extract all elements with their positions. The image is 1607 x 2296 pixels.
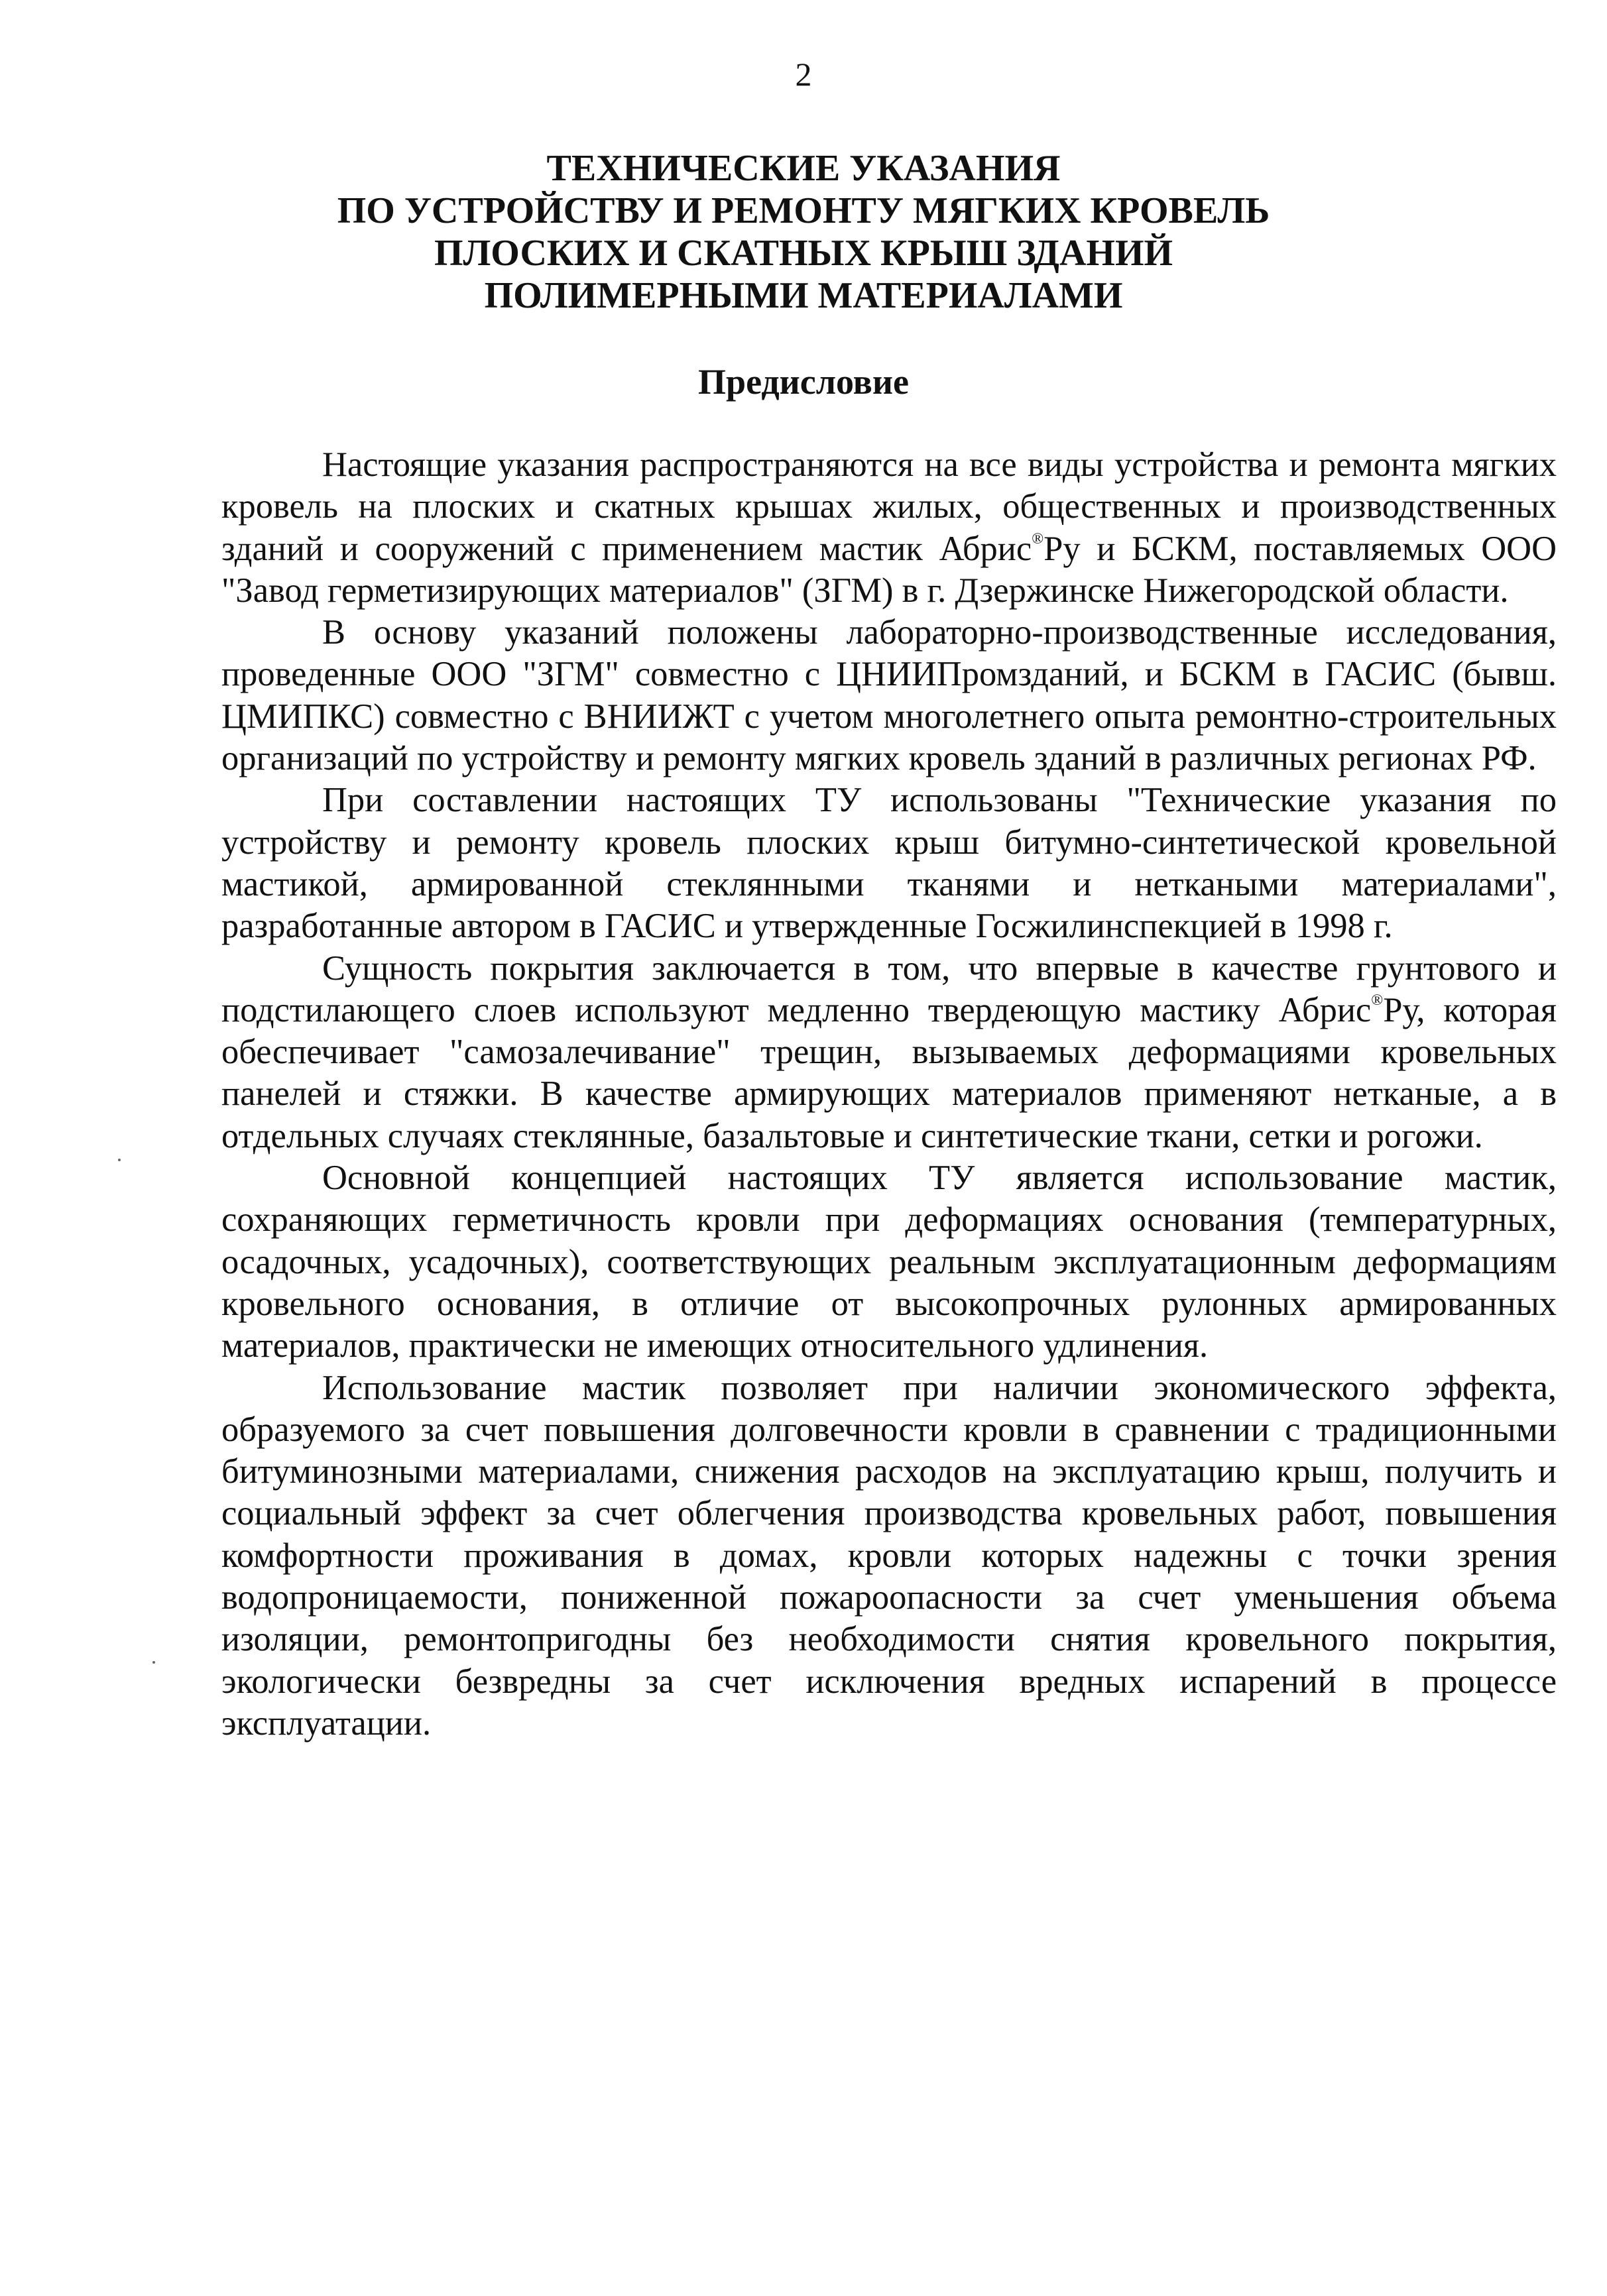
title-line: ПОЛИМЕРНЫМИ МАТЕРИАЛАМИ <box>484 275 1123 316</box>
paragraph-effects: Использование мастик позволяет при наличии экономического эффекта, образуемого за счет повышения долговечности кровли в сравнении с традиционными битуминозными материалами, снижения расходов на эксплуатацию крыш, получить и социальный эффект за счет облегчения производства кровельных работ, повышения комфортности проживания в домах, кровли которых надежны с точки зрения водопроницаемости, пониженной пожароопасности за счет уменьшения объема изоляции, ремонтопригодны без необходимости снятия кровельного покрытия, экологически безвредны за счет исключения вредных испарений в процессе эксплуатации. <box>221 1368 1557 1743</box>
title-line: ТЕХНИЧЕСКИЕ УКАЗАНИЯ <box>546 148 1061 189</box>
paragraph-essence <box>221 948 1557 1157</box>
margin-mark <box>152 1661 155 1664</box>
title-line: ПЛОСКИХ И СКАТНЫХ КРЫШ ЗДАНИЙ <box>434 233 1173 274</box>
paragraph-text: Сущность покрытия заключается в том, что впервые в качестве грунтового и подстилающего слоев используют медленно твердеющую мастику Абрис <box>221 948 1557 1029</box>
registered-mark: ® <box>1371 992 1384 1009</box>
paragraph-concept: Основной концепцией настоящих ТУ является использование мастик, сохраняющих герметичность кровли при деформациях основания (температурных, осадочных, усадочных), соответствующих реальным эксплуатационным деформациям кровельного основания, в отличие от высокопрочных рулонных армированных материалов, практически не имеющих относительного удлинения. <box>221 1159 1557 1365</box>
paragraph-text: Ру и БСКМ, поставляемых ООО "Завод герметизирующих материалов" (ЗГМ) в г. Дзержинске Нижегородской области. <box>221 529 1557 610</box>
paragraph-sources: При составлении настоящих ТУ использованы "Технические указания по устройству и ремонту кровель плоских крыш битумно-синтетической кровельной мастикой, армированной стеклянными тканями и неткаными материалами", разработанные автором в ГАСИС и утвержденные Госжилинспекцией в 1998 г. <box>221 781 1557 946</box>
document-title <box>0 147 1607 317</box>
body-text <box>221 444 1557 1745</box>
title-line: ПО УСТРОЙСТВУ И РЕМОНТУ МЯГКИХ КРОВЕЛЬ <box>337 190 1270 231</box>
paragraph-text: Ру, которая обеспечивает "самозалечивание" трещин, вызываемых деформациями кровельных панелей и стяжки. В качестве армирующих материалов применяют нетканые, а в отдельных случаях стеклянные, базальтовые и синтетические ткани, сетки и рогожи. <box>221 990 1557 1155</box>
margin-mark <box>118 1159 121 1161</box>
page-number: 2 <box>795 56 812 93</box>
paragraph-scope <box>221 444 1557 612</box>
section-heading-preface: Предисловие <box>698 362 909 402</box>
registered-mark: ® <box>1032 530 1044 547</box>
paragraph-basis: В основу указаний положены лабораторно-производственные исследования, проведенные ООО "ЗГМ" совместно с ЦНИИПромзданий, и БСКМ в ГАСИС (бывш. ЦМИПКС) совместно с ВНИИЖТ с учетом многолетнего опыта ремонтно-строительных организаций по устройству и ремонту мягких кровель зданий в различных регионах РФ. <box>221 613 1557 778</box>
paragraph-text: Настоящие указания распространяются на все виды устройства и ремонта мягких кровель на плоских и скатных крышах жилых, общественных и производственных зданий и сооружений с применением мастик Абрис <box>221 445 1557 568</box>
